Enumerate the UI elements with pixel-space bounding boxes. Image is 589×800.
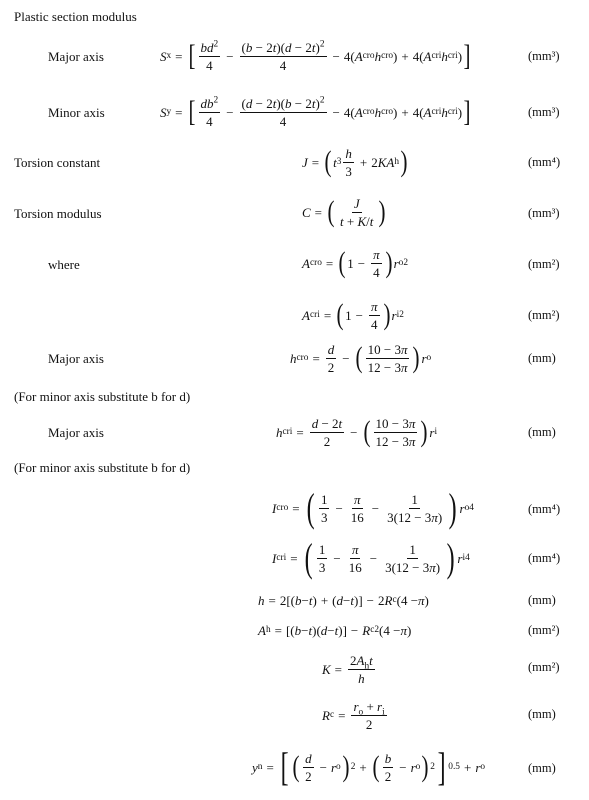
- equation-acro: A cro = ( 1 − $\frac{\pi}{4}$ ) r o 2: [302, 246, 408, 280]
- unit-ah: (mm²): [528, 623, 560, 637]
- label-torsion-constant: Torsion constant: [14, 155, 101, 170]
- equation-sx: S x = [ $\frac{bd^2}{4}$ − $\frac{(b - 2t)(d - 2t)^2}{4}$ − 4( A cro h cro ) + 4( A cri h cri ) ]: [160, 39, 471, 73]
- unit-rc: (mm): [528, 707, 556, 721]
- label-torsion-modulus: Torsion modulus: [14, 206, 102, 221]
- unit-sy: (mm³): [528, 105, 560, 119]
- unit-yn: (mm): [528, 761, 556, 775]
- equation-icri: I cri = ( $\frac{1}{3}$ − $\frac{\pi}{16}$ − $\frac{1}{3(12 - 3\pi)}$ ) r i 4: [272, 535, 470, 580]
- label-major-axis-hcri: Major axis: [48, 425, 104, 440]
- equation-hcro: h cro = $\frac{d}{2}$ − ( $\frac{10 - 3\pi}{12 - 3\pi}$ ) r o: [290, 341, 432, 375]
- equation-k: K = $\frac{2A_ht}{h}$: [322, 652, 373, 686]
- equation-sy: S y = [ $\frac{db^2}{4}$ − $\frac{(d - 2t)(b - 2t)^2}{4}$ − 4( A cro h cro ) + 4( A cri h cri ) ]: [160, 95, 471, 129]
- unit-icri: (mm⁴): [528, 551, 561, 565]
- label-major-axis: Major axis: [48, 49, 104, 64]
- unit-h: (mm): [528, 593, 556, 607]
- section-heading: Plastic section modulus: [14, 9, 137, 24]
- equation-h: h = 2[( b − t ) + ( d − t )] − 2 R c (4 − π ): [258, 592, 429, 608]
- equation-c: C = ( $\frac{J}{t + K/t}$ ): [302, 195, 386, 229]
- equation-hcri: h cri = $\frac{d - 2t}{2}$ − ( $\frac{10 - 3\pi}{12 - 3\pi}$ ) r i: [276, 415, 438, 449]
- equation-yn: y n = [ ( $\frac{d}{2}$ − r o ) 2 + ( $\frac{b}{2}$ − r o ) 2 ] 0.5 + r o: [252, 744, 486, 789]
- unit-k: (mm²): [528, 660, 560, 674]
- note-minor-axis-1: (For minor axis substitute b for d): [14, 389, 191, 404]
- equation-ah: A h = [( b − t )( d − t )] − R c 2 (4 − π ): [258, 622, 412, 638]
- unit-hcri: (mm): [528, 425, 556, 439]
- unit-c: (mm³): [528, 206, 560, 220]
- label-minor-axis: Minor axis: [48, 105, 105, 120]
- label-where: where: [48, 257, 80, 272]
- unit-acro: (mm²): [528, 257, 560, 271]
- equation-rc: R c = $\frac{r_o + r_i}{2}$: [322, 698, 385, 732]
- equation-j: J = ( t 3 $\frac{h}{3}$ + 2 KA h ): [302, 145, 408, 179]
- note-minor-axis-2: (For minor axis substitute b for d): [14, 460, 191, 475]
- label-major-axis-hcro: Major axis: [48, 351, 104, 366]
- unit-icro: (mm⁴): [528, 502, 561, 516]
- unit-hcro: (mm): [528, 351, 556, 365]
- unit-sx: (mm³): [528, 49, 560, 63]
- unit-j: (mm⁴): [528, 155, 561, 169]
- equation-acri: A cri = ( 1 − $\frac{\pi}{4}$ ) r i 2: [302, 298, 404, 332]
- unit-acri: (mm²): [528, 308, 560, 322]
- equation-icro: I cro = ( $\frac{1}{3}$ − $\frac{\pi}{16}$ − $\frac{1}{3(12 - 3\pi)}$ ) r o 4: [272, 485, 474, 530]
